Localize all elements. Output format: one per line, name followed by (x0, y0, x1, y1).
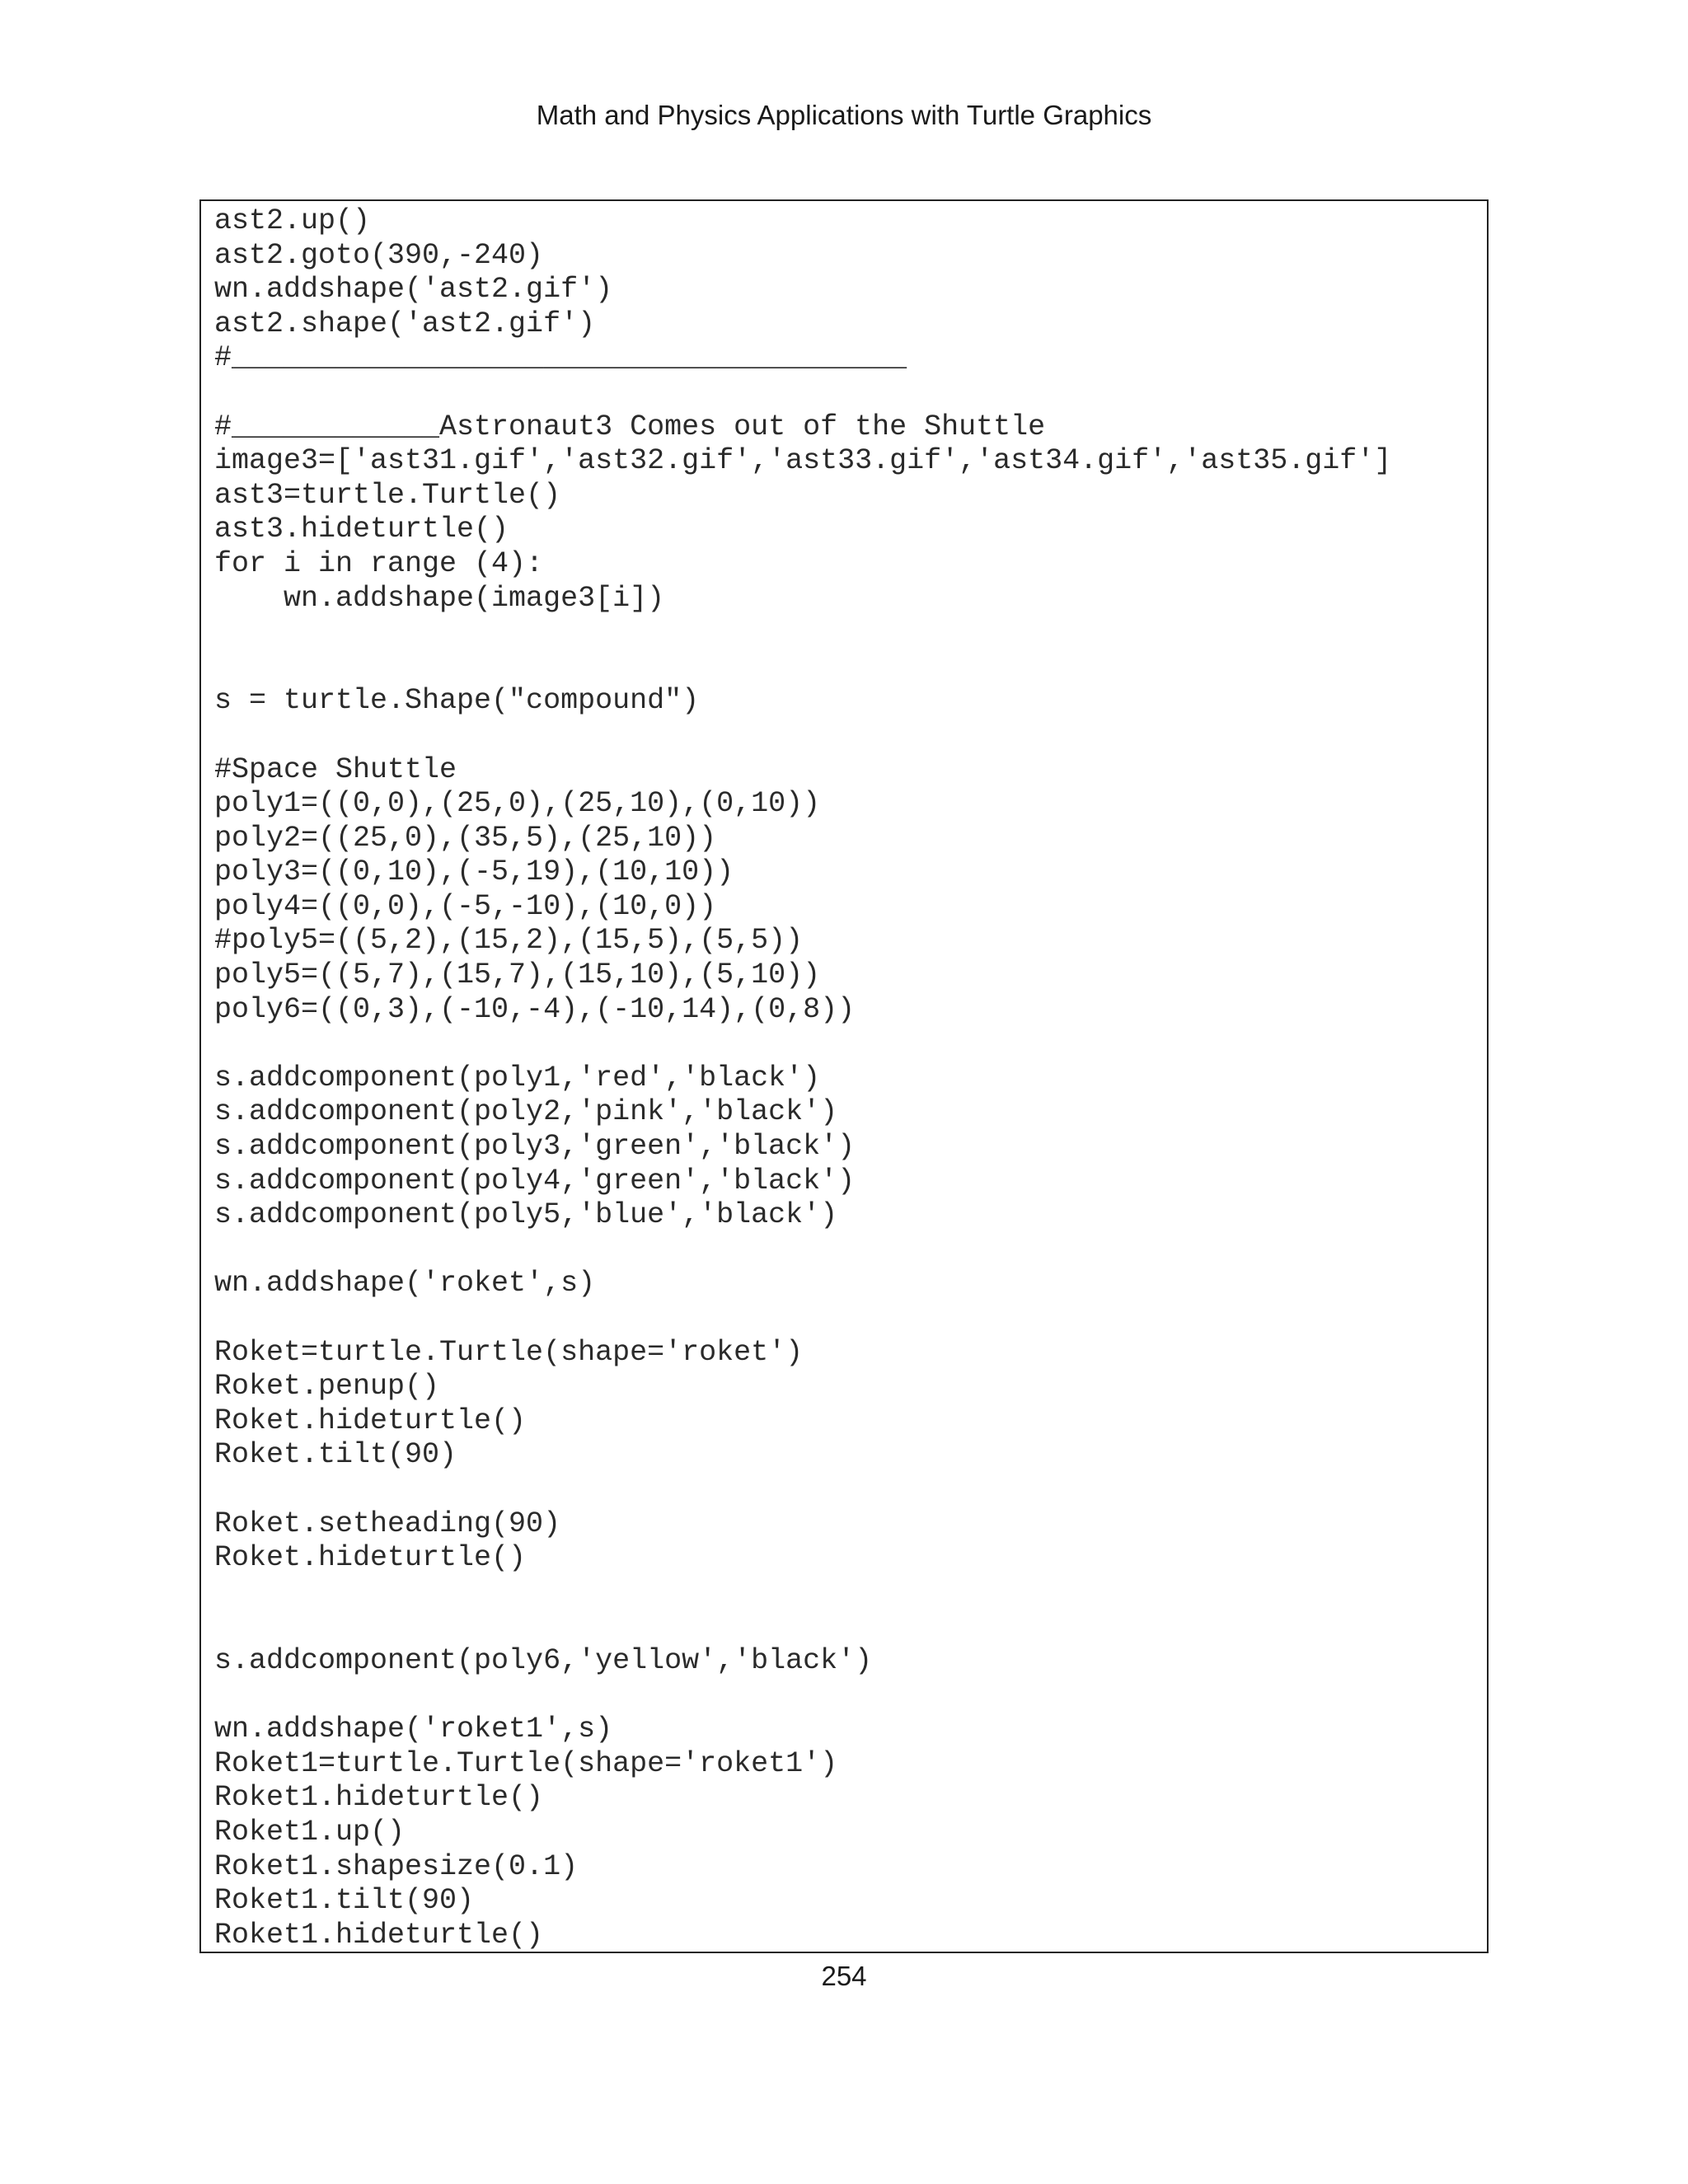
code-line: s.addcomponent(poly6,'yellow','black') (214, 1643, 873, 1677)
code-line: #____________Astronaut3 Comes out of the Shuttle (214, 410, 1046, 443)
code-line: ast2.goto(390,-240) (214, 238, 544, 272)
code-line: ast2.shape('ast2.gif') (214, 307, 596, 340)
code-line: s.addcomponent(poly1,'red','black') (214, 1061, 821, 1094)
code-line: ast3.hideturtle() (214, 513, 509, 546)
code-line (214, 616, 1391, 650)
code-line: poly5=((5,7),(15,7),(15,10),(5,10)) (214, 958, 821, 992)
code-line: image3=['ast31.gif','ast32.gif','ast33.gif','ast34.gif','ast35.gif'] (214, 444, 1392, 478)
code-line (214, 1576, 1391, 1610)
code-line: Roket1.shapesize(0.1) (214, 1849, 579, 1883)
code-line: Roket1.hideturtle() (214, 1781, 544, 1815)
page-number: 254 (821, 1961, 867, 1991)
code-listing-box (199, 199, 1489, 1953)
code-line: Roket.setheading(90) (214, 1507, 561, 1540)
code-line: Roket1=turtle.Turtle(shape='roket1') (214, 1746, 838, 1780)
code-line: Roket=turtle.Turtle(shape='roket') (214, 1335, 804, 1369)
code-line (214, 1679, 1391, 1713)
code-line: Roket1.tilt(90) (214, 1884, 475, 1918)
code-listing (214, 204, 1391, 1952)
code-line: s.addcomponent(poly3,'green','black') (214, 1130, 856, 1164)
code-line (214, 1610, 1391, 1644)
code-line (214, 719, 1391, 753)
code-line (214, 1301, 1391, 1336)
code-line: poly1=((0,0),(25,0),(25,10),(0,10)) (214, 787, 821, 821)
code-line: poly3=((0,10),(-5,19),(10,10)) (214, 855, 734, 889)
code-line (214, 650, 1391, 685)
code-line: ast2.up() (214, 204, 371, 237)
code-line: s.addcomponent(poly2,'pink','black') (214, 1095, 838, 1129)
code-line: wn.addshape('ast2.gif') (214, 273, 613, 307)
code-line (214, 376, 1391, 410)
code-line: #_______________________________________ (214, 341, 907, 375)
code-line: Roket1.up() (214, 1815, 406, 1849)
code-line: Roket.hideturtle() (214, 1404, 527, 1437)
code-line: s = turtle.Shape("compound") (214, 684, 700, 718)
code-line (214, 1473, 1391, 1507)
code-line: s.addcomponent(poly4,'green','black') (214, 1164, 856, 1197)
code-line: ast3=turtle.Turtle() (214, 478, 561, 512)
code-line (214, 1027, 1391, 1062)
code-line: Roket.hideturtle() (214, 1541, 527, 1575)
code-line: wn.addshape(image3[i]) (214, 581, 665, 615)
code-line: poly2=((25,0),(35,5),(25,10)) (214, 821, 717, 855)
code-line: for i in range (4): (214, 546, 544, 580)
code-line: wn.addshape('roket1',s) (214, 1713, 613, 1746)
code-line (214, 1233, 1391, 1268)
code-line: #poly5=((5,2),(15,2),(15,5),(5,5)) (214, 924, 804, 958)
code-line: poly6=((0,3),(-10,-4),(-10,14),(0,8)) (214, 992, 856, 1026)
code-line: Roket1.hideturtle() (214, 1918, 544, 1952)
code-line: Roket.tilt(90) (214, 1438, 457, 1472)
code-line: poly4=((0,0),(-5,-10),(10,0)) (214, 889, 717, 923)
code-line: Roket.penup() (214, 1370, 440, 1404)
page-header: Math and Physics Applications with Turtle Graphics (536, 100, 1152, 130)
code-line: wn.addshape('roket',s) (214, 1267, 596, 1301)
code-line: #Space Shuttle (214, 752, 457, 786)
code-line: s.addcomponent(poly5,'blue','black') (214, 1198, 838, 1232)
